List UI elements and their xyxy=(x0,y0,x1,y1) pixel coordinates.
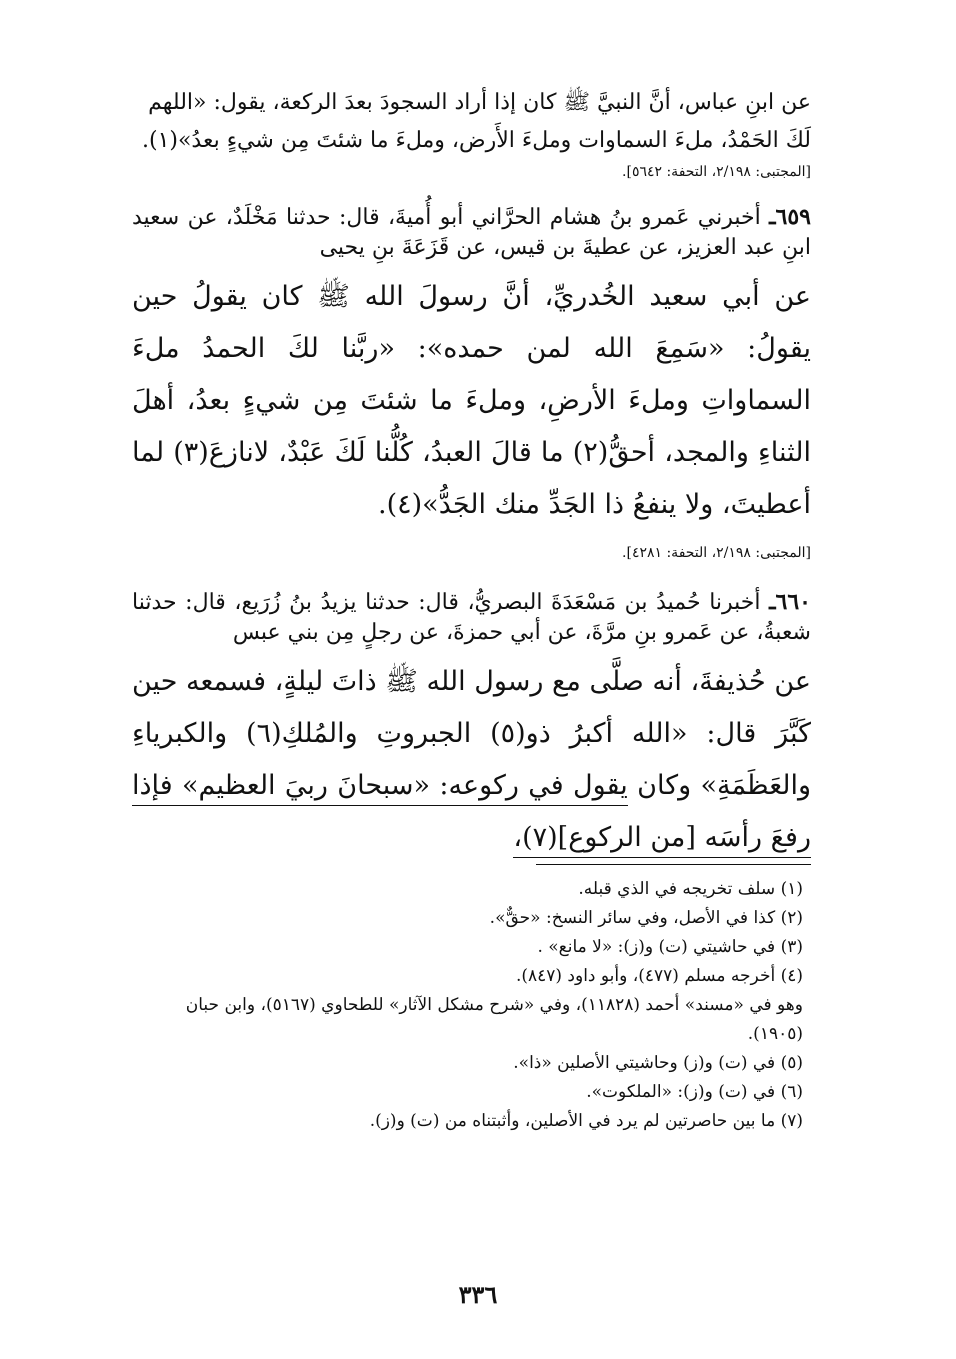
matn-paragraph: عن أبي سعيد الخُدريِّ، أنَّ رسولَ الله ﷺ كان يقولُ حين يقولُ: «سَمِعَ الله لمن حمده»: «ربَّنا لكَ الحمدُ ملءَ السماواتِ وملءَ الأرضِ، وملءَ ما شئتَ مِن شيءٍ بعدُ، أهلَ الثناءِ والمجد، أحقُّ(٢) ما قالَ العبدُ، كُلُّنا لَكَ عَبْدٌ، لانازعَ(٣) لما أعطيتَ، ولا ينفعُ ذا الجَدِّ منك الجَدُّ»(٤). xyxy=(132,281,811,520)
matn-paragraph xyxy=(132,656,811,864)
footnote-1: (١) سلف تخريجه في الذي قبله. xyxy=(578,879,803,899)
page-number: ٣٣٦ xyxy=(458,1280,498,1309)
footnotes xyxy=(132,875,811,1136)
hadith-number: ٦٥٩ـ xyxy=(769,204,811,230)
isnad-text: أخبرني عَمرو بنُ هشام الحرَّاني أبو أُميةَ، قال: حدثنا مَخْلَدٌ، عن سعيد ابنِ عبد العزيز، عن عطيةَ بن قيس، عن قَزَعَةَ بنِ يحيى xyxy=(132,205,811,260)
reference-bracket: [المجتبى: ٢/١٩٨، التحفة: ٤٢٨١]. xyxy=(622,545,811,561)
footnote-7: (٧) ما بين حاصرتين لم يرد في الأصلين، وأثبتناه من (ت) و(ز). xyxy=(369,1111,803,1131)
hadith-659 xyxy=(132,202,811,561)
reference-bracket: [المجتبى: ٢/١٩٨، التحفة: ٥٦٤٢]. xyxy=(622,164,811,180)
footnote-2: (٢) كذا في الأصل، وفي سائر النسخ: «حقٌّ». xyxy=(489,908,803,928)
hadith-number: ٦٦٠ـ xyxy=(769,589,811,615)
footnote-3: (٣) في حاشيتي (ت) و(ز): «لا مانع» . xyxy=(537,937,803,957)
isnad-paragraph xyxy=(132,587,811,648)
isnad-paragraph xyxy=(132,202,811,263)
footnote-5: (٥) في (ت) و(ز) وحاشيتي الأصلين «ذا». xyxy=(513,1053,803,1073)
passage-line: لَكَ الحَمْدُ، ملءَ السماوات وملءَ الأَرض، وملءَ ما شئتَ مِن شيءٍ بعدُ»(١). xyxy=(141,128,811,153)
passage-line: عن ابنِ عباس، أنَّ النبيَّ ﷺ كان إذا أراد السجودَ بعدَ الركعة، يقول: «اللهم xyxy=(148,90,811,115)
footnote-4-continuation: وهو في «مسند» أحمد (١١٨٢٨)، وفي «شرح مشكل الآثار» للطحاوي (٥١٦٧)، وابن حبان xyxy=(185,995,803,1015)
footnote-4-continuation-end: (١٩٠٥). xyxy=(747,1024,803,1044)
footnote-6: (٦) في (ت) و(ز): «الملكوت». xyxy=(586,1082,803,1102)
matn-text: عن حُذيفةَ، أنه صلَّى مع رسول الله ﷺ ذاتَ ليلةٍ، فسمعه حين كَبَّرَ قال: «الله أكبرُ ذو(٥) الجبروتِ والمُلكِ(٦) والكبرياءِ والعَظَمَةِ» وكان xyxy=(132,666,811,801)
isnad-text: أخبرنا حُميدُ بن مَسْعَدَةَ البصريُّ، قال: حدثنا يزيدُ بنُ زُرَيع، قال: حدثنا شعبةُ، عن عَمرو بنِ مرَّةَ، عن أبي حمزةَ، عن رجلٍ مِن بني عبس xyxy=(132,590,811,645)
footnote-separator xyxy=(536,864,811,865)
hadith-660 xyxy=(132,587,811,864)
passage-continuation xyxy=(132,88,811,180)
footnote-4: (٤) أخرجه مسلم (٤٧٧)، وأبو داود (٨٤٧). xyxy=(515,966,803,986)
matn-underlined-text: يقول في ركوعه: «سبحانَ ربيَ العظيم» فإذا رفعَ رأسَه [من الركوع](٧)، xyxy=(132,770,811,858)
